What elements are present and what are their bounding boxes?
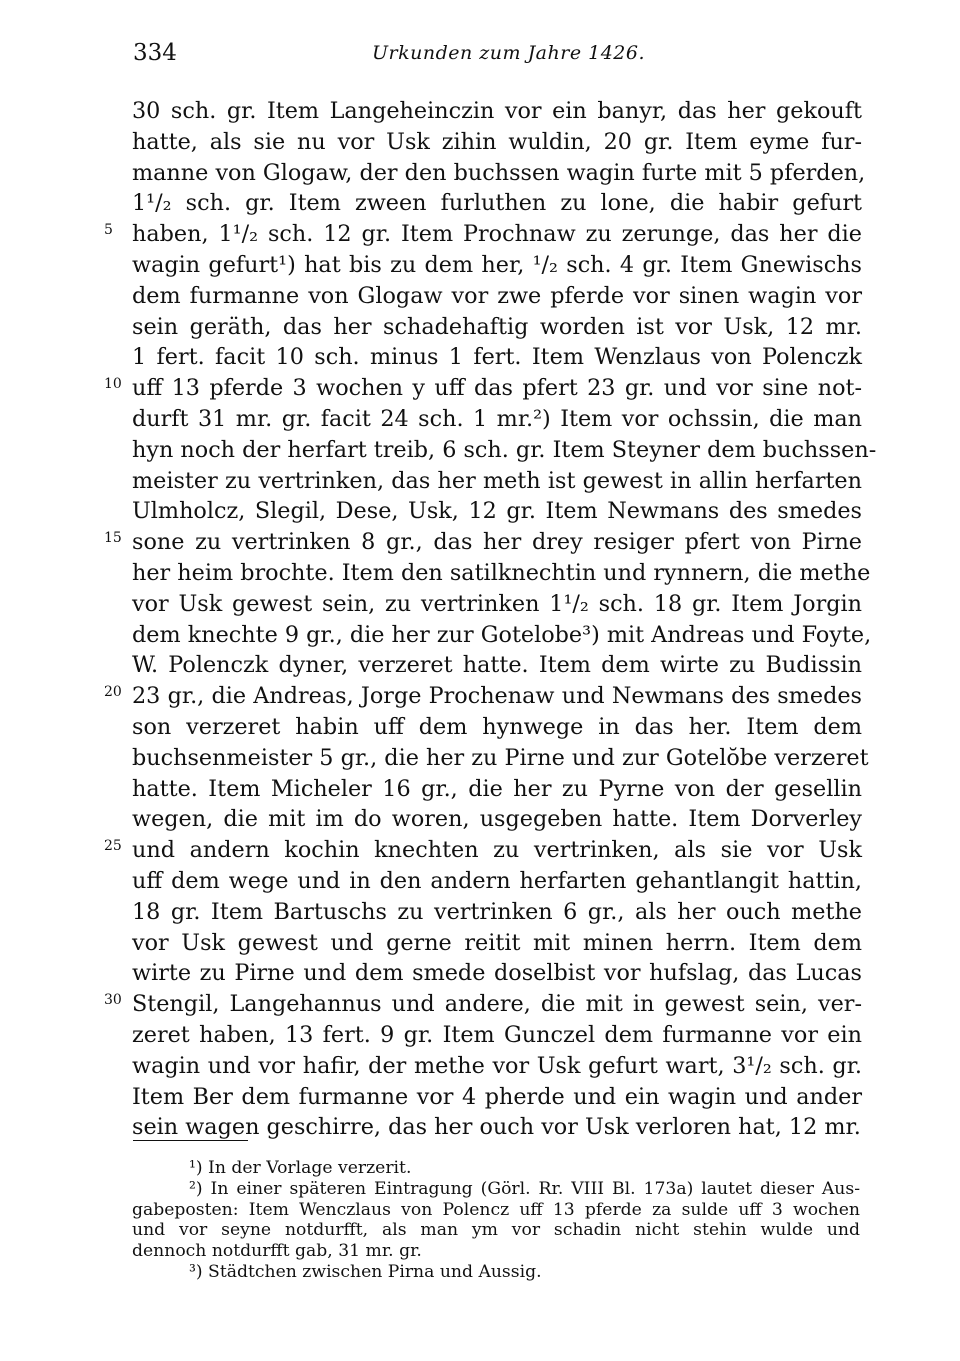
page-header <box>0 40 960 80</box>
footnote-2: ²) In einer späteren Eintragung (Görl. Rr. VIII Bl. 173a) lautet dieser Aus- <box>189 1178 860 1199</box>
text-line: zeret haben, 13 fert. 9 gr. Item Gunczel dem furmanne vor ein <box>132 1021 862 1048</box>
page-number: 334 <box>133 40 177 66</box>
text-line: sein geräth, das her schadehaftig worden ist vor Usk, 12 mr. <box>132 313 862 340</box>
text-line: hyn noch der herfart treib, 6 sch. gr. Item Steyner dem buchssen- <box>132 436 877 463</box>
text-line: 1¹/₂ sch. gr. Item zween furluthen zu lone, die habir gefurt <box>132 190 862 217</box>
line-number: 10 <box>104 376 122 393</box>
text-line: son verzeret habin uff dem hynwege in das her. Item dem <box>132 713 862 740</box>
text-line: Ulmholcz, Slegil, Dese, Usk, 12 gr. Item Newmans des smedes <box>132 498 862 525</box>
text-line: Item Ber dem furmanne vor 4 pherde und ein wagin und ander <box>132 1083 862 1110</box>
text-line: her heim brochte. Item den satilknechtin und rynnern, die methe <box>132 559 871 586</box>
text-line: wirte zu Pirne und dem smede doselbist vor hufslag, das Lucas <box>132 960 862 987</box>
text-line: W. Polenczk dyner, verzeret hatte. Item dem wirte zu Budissin <box>132 652 862 679</box>
text-line: wagin und vor hafir, der methe vor Usk gefurt wart, 3¹/₂ sch. gr. <box>132 1052 862 1079</box>
text-line: 20 23 gr., die Andreas, Jorge Prochenaw und Newmans des smedes <box>104 683 862 710</box>
text-line: vor Usk gewest und gerne reitit mit minen herrn. Item dem <box>132 929 862 956</box>
text-line: 18 gr. Item Bartuschs zu vertrinken 6 gr., als her ouch methe <box>132 898 862 925</box>
text-line: wagin gefurt¹) hat bis zu dem her, ¹/₂ sch. 4 gr. Item Gnewischs <box>132 251 862 278</box>
footnote-3: ³) Städtchen zwischen Pirna und Aussig. <box>189 1261 542 1282</box>
running-head: Urkunden zum Jahre 1426. <box>372 42 646 64</box>
text-line: meister zu vertrinken, das her meth ist gewest in allin herfarten <box>132 467 862 494</box>
text-line: manne von Glogaw, der den buchssen wagin furte mit 5 pferden, <box>132 159 866 186</box>
text-line: 30 sch. gr. Item Langeheinczin vor ein banyr, das her gekouft <box>132 98 862 124</box>
body-text <box>104 96 877 1143</box>
text-line: 30 Stengil, Langehannus und andere, die mit in gewest sein, ver- <box>104 991 862 1018</box>
text-line: 1 fert. facit 10 sch. minus 1 fert. Item Wenzlaus von Polenczk <box>132 344 862 371</box>
line-number: 30 <box>104 992 122 1009</box>
text-line: 5 haben, 1¹/₂ sch. 12 gr. Item Prochnaw zu zerunge, das her die <box>104 221 862 248</box>
text-line: hatte, als sie nu vor Usk zihin wuldin, 20 gr. Item eyme fur- <box>132 128 862 155</box>
line-number: 5 <box>104 222 113 239</box>
line-number: 15 <box>104 530 122 547</box>
text-line: 25 und andern kochin knechten zu vertrinken, als sie vor Usk <box>104 837 862 864</box>
line-number: 20 <box>104 684 122 701</box>
text-line: dem knechte 9 gr., die her zur Gotelobe³) mit Andreas und Foyte, <box>132 621 872 648</box>
footnote-divider <box>133 1140 248 1141</box>
text-line: durft 31 mr. gr. facit 24 sch. 1 mr.²) Item vor ochssin, die man <box>132 405 862 432</box>
footnote-2-cont: und vor seyne notdurfft, als man ym vor schadin nicht stehin wulde und <box>132 1220 860 1241</box>
text-line: wegen, die mit im do woren, usgegeben hatte. Item Dorverley <box>132 806 862 833</box>
footnote-2-cont: dennoch notdurfft gab, 31 mr. gr. <box>132 1241 422 1262</box>
text-line: hatte. Item Micheler 16 gr., die her zu Pyrne von der gesellin <box>132 775 862 802</box>
text-line: sein wagen geschirre, das her ouch vor Usk verloren hat, 12 mr. <box>132 1114 861 1141</box>
text-line: 15 sone zu vertrinken 8 gr., das her drey resiger pfert von Pirne <box>104 529 862 556</box>
footnote-2-cont: gabeposten: Item Wenczlaus von Polencz uff 13 pferde za sulde uff 3 wochen <box>132 1199 860 1220</box>
text-line: dem furmanne von Glogaw vor zwe pferde vor sinen wagin vor <box>132 282 862 309</box>
text-line: 10 uff 13 pferde 3 wochen y uff das pfert 23 gr. und vor sine not- <box>104 375 862 402</box>
footnote-1: ¹) In der Vorlage verzerit. <box>189 1158 412 1178</box>
text-line: buchsenmeister 5 gr., die her zu Pirne und zur Gotelŏbe verzeret <box>132 744 869 771</box>
text-line: uff dem wege und in den andern herfarten gehantlangit hattin, <box>132 867 862 894</box>
text-line: vor Usk gewest sein, zu vertrinken 1¹/₂ sch. 18 gr. Item Jorgin <box>132 590 862 617</box>
line-number: 25 <box>104 838 122 855</box>
footnotes <box>132 1158 860 1283</box>
